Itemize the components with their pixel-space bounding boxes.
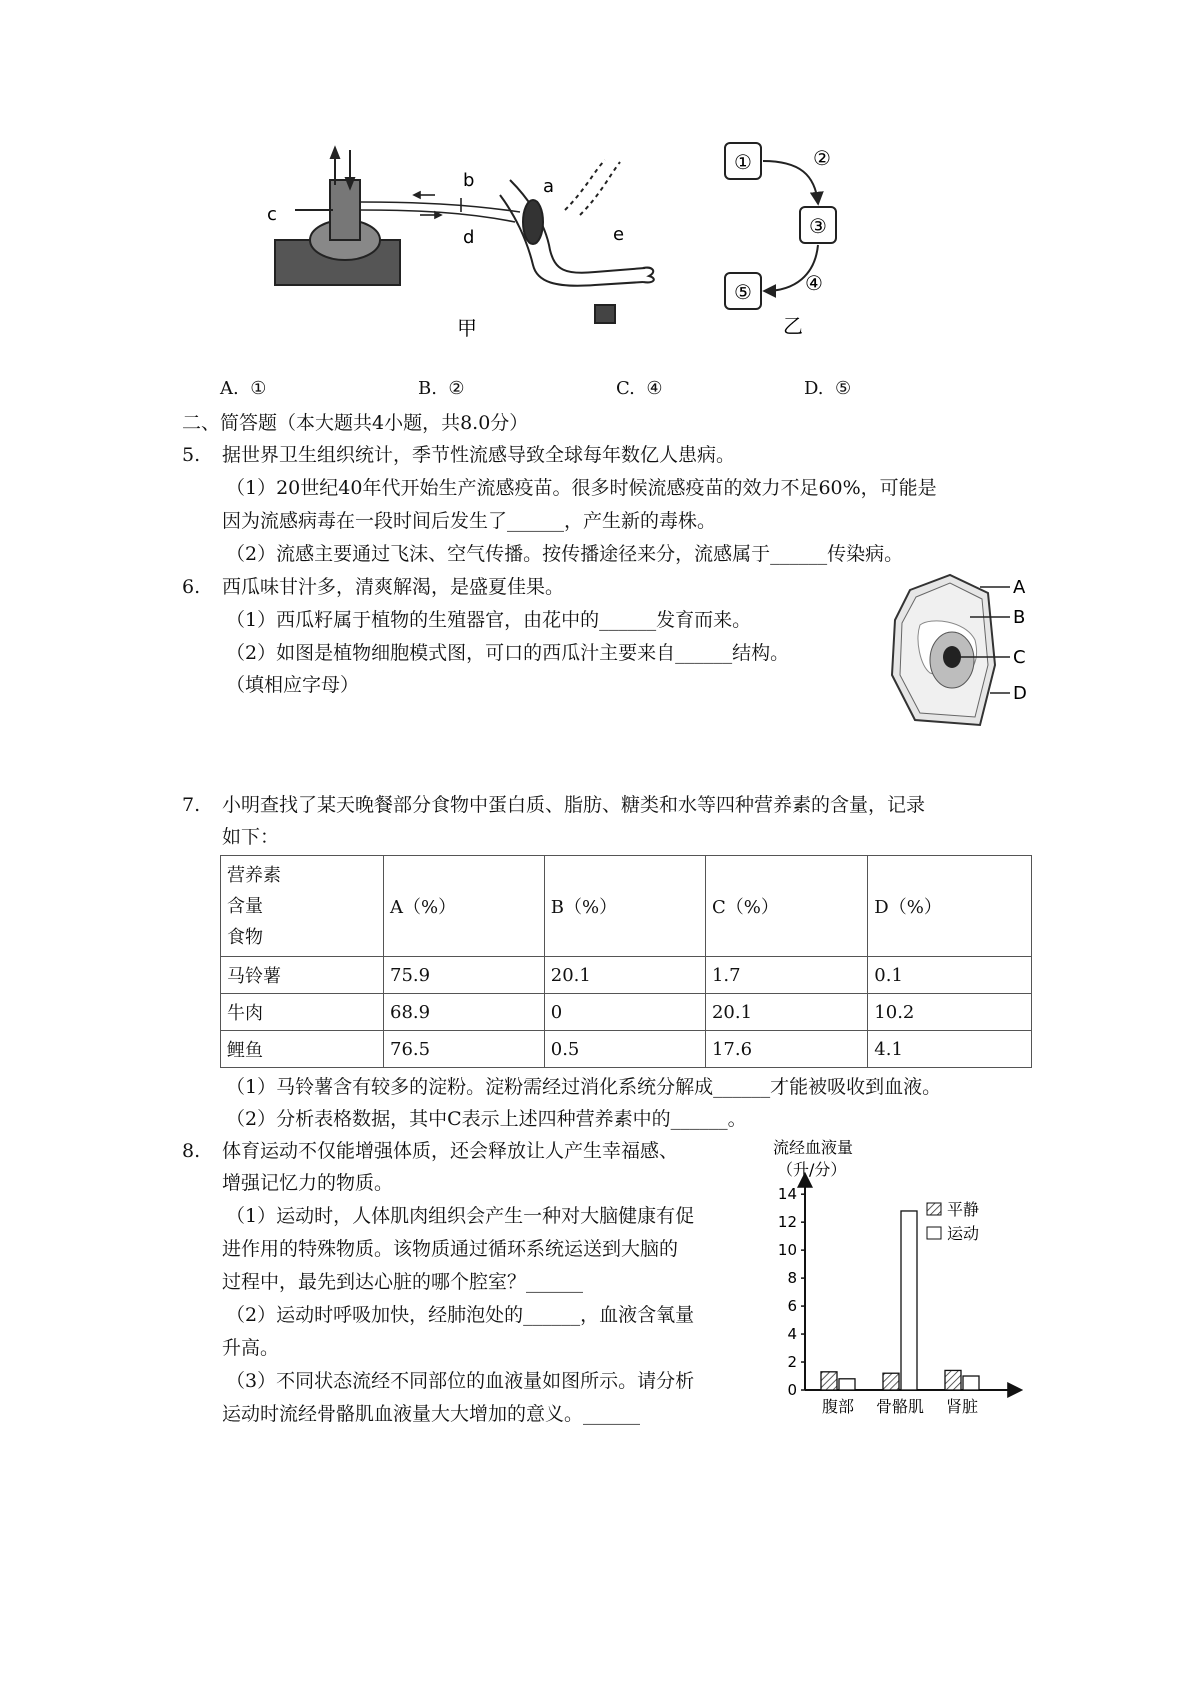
value-cell: 0 bbox=[544, 994, 705, 1031]
bar-calm bbox=[945, 1370, 961, 1390]
legend-label-exercise: 运动 bbox=[947, 1224, 980, 1243]
q6-number: 6. bbox=[182, 576, 201, 598]
q6-part2: （2）如图是植物细胞模式图，可口的西瓜汁主要来自______结构。 bbox=[226, 642, 790, 664]
value-cell: 1.7 bbox=[705, 957, 867, 994]
bar-exercise bbox=[901, 1211, 917, 1390]
value-cell: 10.2 bbox=[868, 994, 1032, 1031]
value-cell: 20.1 bbox=[544, 957, 705, 994]
value-cell: 75.9 bbox=[384, 957, 545, 994]
option-b[interactable]: B. ② bbox=[418, 378, 465, 399]
q7-stem-line2: 如下： bbox=[222, 826, 280, 848]
q6-stem: 西瓜味甘汁多，清爽解渴，是盛夏佳果。 bbox=[222, 576, 565, 598]
value-cell: 68.9 bbox=[384, 994, 545, 1031]
q6-part1: （1）西瓜籽属于植物的生殖器官，由花中的______发育而来。 bbox=[226, 609, 752, 631]
bar-calm bbox=[821, 1372, 837, 1390]
chart-ylabel-line2: （升/分） bbox=[777, 1160, 847, 1179]
q5-stem: 据世界卫生组织统计，季节性流感导致全球每年数亿人患病。 bbox=[222, 444, 736, 466]
value-cell: 4.1 bbox=[868, 1031, 1032, 1068]
table-corner-cell: 营养素 含量 食物 bbox=[221, 856, 384, 957]
q8-part2-line2: 升高。 bbox=[222, 1337, 280, 1359]
food-cell: 牛肉 bbox=[221, 994, 384, 1031]
arrow-1-to-3 bbox=[763, 161, 818, 203]
table-header-row bbox=[221, 856, 1032, 957]
q8-part2-line1: （2）运动时呼吸加快，经肺泡处的______，血液含氧量 bbox=[226, 1304, 695, 1326]
arm-illustration bbox=[500, 160, 654, 323]
node-3: ③ bbox=[809, 214, 827, 238]
arrow-label-2: ② bbox=[813, 146, 831, 170]
label-e: e bbox=[613, 224, 625, 245]
q5-part1-line2: 因为流感病毒在一段时间后发生了______，产生新的毒株。 bbox=[222, 510, 717, 532]
value-cell: 0.1 bbox=[868, 957, 1032, 994]
q7-part1: （1）马铃薯含有较多的淀粉。淀粉需经过消化系统分解成______才能被吸收到血液。 bbox=[226, 1076, 942, 1098]
bar-exercise bbox=[839, 1379, 855, 1390]
category-label: 肾脏 bbox=[945, 1397, 979, 1416]
column-header: A（%） bbox=[384, 856, 545, 957]
cell-label-d: D bbox=[1013, 683, 1027, 704]
bar-exercise bbox=[963, 1376, 979, 1390]
figure-jia-caption: 甲 bbox=[457, 316, 477, 340]
value-cell: 0.5 bbox=[544, 1031, 705, 1068]
q5-part2: （2）流感主要通过飞沫、空气传播。按传播途径来分，流感属于______传染病。 bbox=[226, 543, 904, 565]
y-tick-label: 0 bbox=[787, 1381, 797, 1399]
food-cell: 鲤鱼 bbox=[221, 1031, 384, 1068]
arrow-label-4: ④ bbox=[805, 271, 823, 295]
category-label: 腹部 bbox=[821, 1397, 855, 1416]
node-5: ⑤ bbox=[734, 280, 752, 304]
q8-stem-line1: 体育运动不仅能增强体质，还会释放让人产生幸福感、 bbox=[222, 1140, 679, 1162]
cell-nucleus bbox=[943, 646, 961, 668]
q5-part1-line1: （1）20世纪40年代开始生产流感疫苗。很多时候流感疫苗的效力不足60%，可能是 bbox=[226, 477, 937, 499]
y-tick-label: 8 bbox=[787, 1269, 797, 1288]
q8-part1-line1: （1）运动时，人体肌肉组织会产生一种对大脑健康有促 bbox=[226, 1205, 695, 1227]
table-row bbox=[221, 1031, 1032, 1068]
column-header: B（%） bbox=[544, 856, 705, 957]
figure-yi bbox=[715, 135, 845, 340]
category-label: 骨骼肌 bbox=[875, 1397, 925, 1416]
q8-part3-line1: （3）不同状态流经不同部位的血液量如图所示。请分析 bbox=[226, 1370, 695, 1392]
label-b: b bbox=[463, 170, 475, 191]
food-cell: 马铃薯 bbox=[221, 957, 384, 994]
y-tick-label: 14 bbox=[777, 1185, 797, 1204]
legend-label-calm: 平静 bbox=[947, 1200, 980, 1219]
option-a[interactable]: A. ① bbox=[220, 378, 267, 399]
q8-number: 8. bbox=[182, 1140, 201, 1162]
option-c[interactable]: C. ④ bbox=[616, 378, 663, 399]
q7-number: 7. bbox=[182, 794, 201, 816]
q5-number: 5. bbox=[182, 444, 201, 466]
plant-cell-diagram bbox=[880, 565, 1030, 735]
label-c: c bbox=[267, 204, 277, 225]
label-d: d bbox=[463, 227, 475, 248]
spinal-cord-illustration bbox=[275, 148, 400, 285]
table-row bbox=[221, 957, 1032, 994]
chart-ylabel-line1: 流经血液量 bbox=[773, 1138, 854, 1157]
figure-yi-caption: 乙 bbox=[783, 314, 803, 338]
nutrient-table bbox=[220, 855, 1032, 1068]
table-row bbox=[221, 994, 1032, 1031]
value-cell: 20.1 bbox=[705, 994, 867, 1031]
y-tick-label: 12 bbox=[777, 1213, 797, 1232]
q7-part2: （2）分析表格数据，其中C表示上述四种营养素中的______。 bbox=[226, 1108, 747, 1130]
label-a: a bbox=[543, 176, 555, 197]
q8-part1-line3: 过程中，最先到达心脏的哪个腔室？______ bbox=[222, 1271, 584, 1293]
nerve-fibres bbox=[360, 192, 520, 222]
column-header: C（%） bbox=[705, 856, 867, 957]
y-tick-label: 2 bbox=[787, 1353, 797, 1372]
y-tick-label: 4 bbox=[787, 1325, 797, 1344]
figure-jia bbox=[265, 140, 675, 340]
q8-stem-line2: 增强记忆力的物质。 bbox=[222, 1172, 394, 1194]
y-tick-label: 10 bbox=[777, 1241, 797, 1260]
node-1: ① bbox=[734, 150, 752, 174]
legend-swatch-calm bbox=[927, 1203, 941, 1215]
cell-label-a: A bbox=[1013, 577, 1026, 598]
q6-part2-note: （填相应字母） bbox=[226, 674, 360, 696]
cell-label-b: B bbox=[1013, 607, 1026, 628]
cell-label-c: C bbox=[1013, 647, 1026, 668]
q8-part3-line2: 运动时流经骨骼肌血液量大大增加的意义。______ bbox=[222, 1403, 641, 1425]
q7-stem-line1: 小明查找了某天晚餐部分食物中蛋白质、脂肪、糖类和水等四种营养素的含量，记录 bbox=[222, 794, 926, 816]
bar-calm bbox=[883, 1373, 899, 1390]
q8-part1-line2: 进作用的特殊物质。该物质通过循环系统运送到大脑的 bbox=[222, 1238, 679, 1260]
y-tick-label: 6 bbox=[787, 1297, 797, 1316]
section-heading: 二、简答题（本大题共4小题，共8.0分） bbox=[182, 412, 529, 434]
value-cell: 17.6 bbox=[705, 1031, 867, 1068]
option-d[interactable]: D. ⑤ bbox=[804, 378, 852, 399]
column-header: D（%） bbox=[868, 856, 1032, 957]
blood-flow-bar-chart bbox=[755, 1135, 1025, 1425]
value-cell: 76.5 bbox=[384, 1031, 545, 1068]
legend-swatch-exercise bbox=[927, 1227, 941, 1239]
